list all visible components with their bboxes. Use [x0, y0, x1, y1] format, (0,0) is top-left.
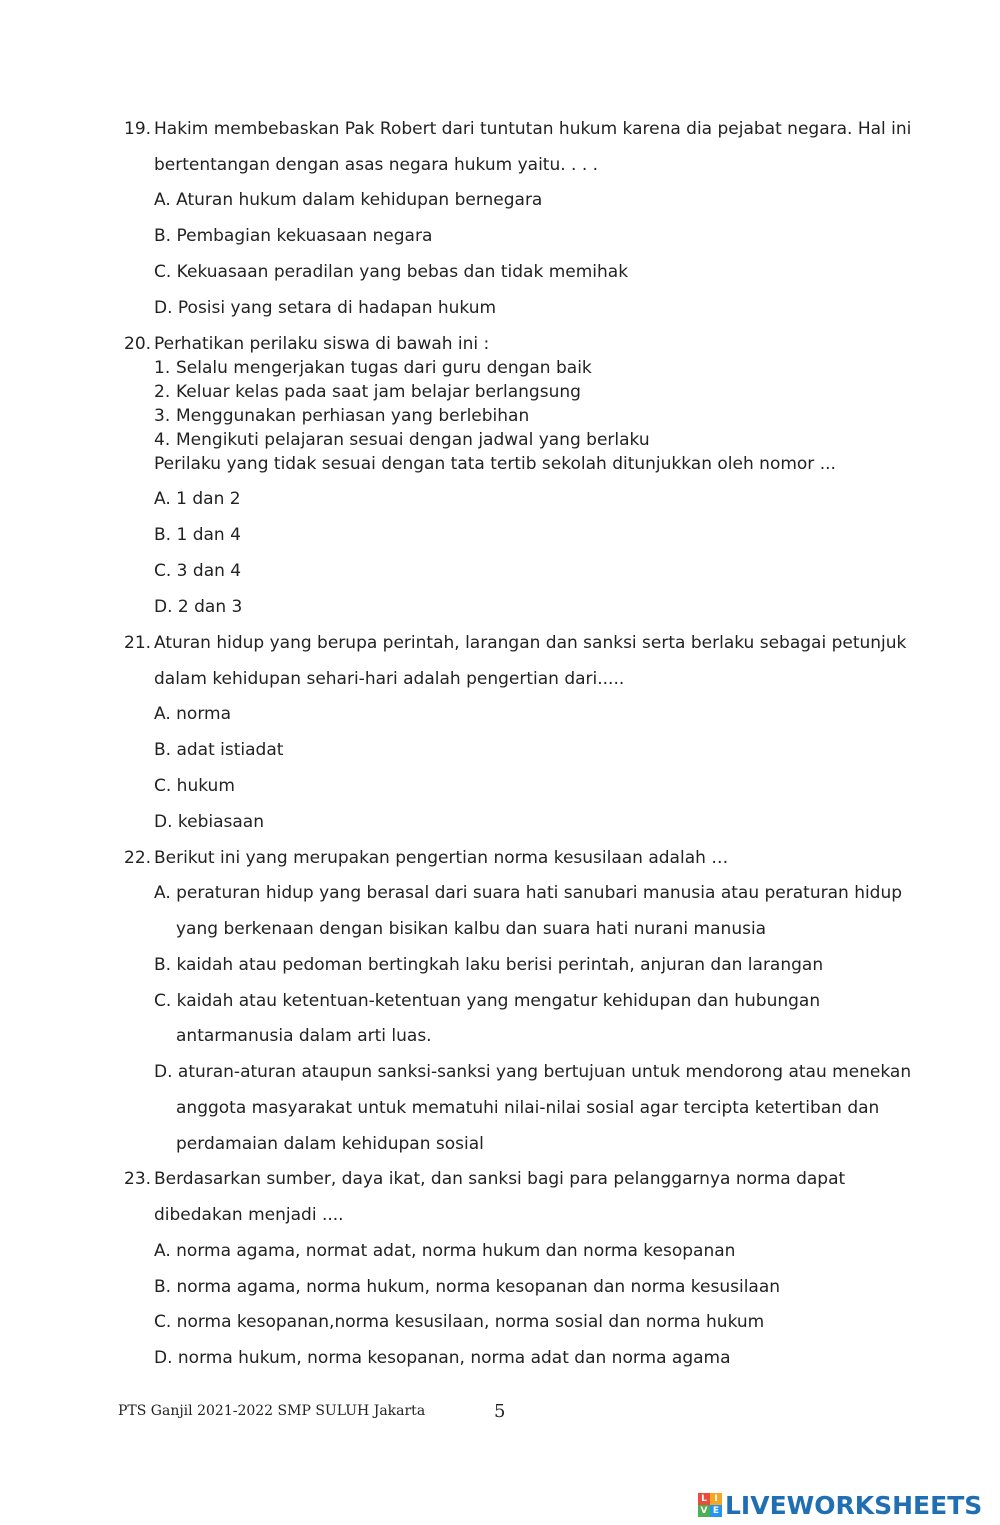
answer-option[interactable]: D. kebiasaan [154, 812, 264, 832]
answer-option[interactable]: C. hukum [154, 776, 235, 796]
answer-option[interactable]: B. Pembagian kekuasaan negara [154, 226, 433, 246]
question-stem-line: Berikut ini yang merupakan pengertian norma kesusilaan adalah … [154, 848, 729, 868]
answer-option[interactable]: B. 1 dan 4 [154, 525, 241, 545]
answer-option[interactable]: D. Posisi yang setara di hadapan hukum [154, 298, 497, 318]
footer-text: PTS Ganjil 2021-2022 SMP SULUH Jakarta [118, 1403, 426, 1419]
answer-option-continuation[interactable]: perdamaian dalam kehidupan sosial [176, 1134, 484, 1154]
answer-option-continuation[interactable]: antarmanusia dalam arti luas. [176, 1026, 432, 1046]
answer-option[interactable]: A. norma agama, normat adat, norma hukum dan norma kesopanan [154, 1241, 736, 1261]
page-number: 5 [494, 1401, 506, 1422]
statement-text: Mengikuti pelajaran sesuai dengan jadwal yang berlaku [176, 430, 650, 450]
answer-option[interactable]: D. aturan-aturan ataupun sanksi-sanksi yang bertujuan untuk mendorong atau menekan [154, 1062, 912, 1082]
question-stem-line: Hakim membebaskan Pak Robert dari tuntutan hukum karena dia pejabat negara. Hal ini [154, 119, 912, 139]
answer-option[interactable]: B. adat istiadat [154, 740, 284, 760]
statement-number: 2. [154, 382, 171, 402]
liveworksheets-icon [698, 1493, 722, 1517]
question-stem-line: Berdasarkan sumber, daya ikat, dan sanksi bagi para pelanggarnya norma dapat [154, 1169, 846, 1189]
statement-text: Selalu mengerjakan tugas dari guru dengan baik [176, 358, 592, 378]
question-stem-line: Perhatikan perilaku siswa di bawah ini : [154, 334, 490, 354]
question-number: 21. [124, 633, 152, 653]
answer-option[interactable]: A. norma [154, 704, 231, 724]
answer-option-continuation[interactable]: yang berkenaan dengan bisikan kalbu dan suara hati nurani manusia [176, 919, 767, 939]
statement-number: 1. [154, 358, 171, 378]
question-stem-line: Aturan hidup yang berupa perintah, larangan dan sanksi serta berlaku sebagai petunjuk [154, 633, 907, 653]
answer-option[interactable]: C. Kekuasaan peradilan yang bebas dan tidak memihak [154, 262, 629, 282]
logo-letter-v: V [698, 1505, 710, 1517]
statement-text: Keluar kelas pada saat jam belajar berlangsung [176, 382, 581, 402]
answer-option[interactable]: B. norma agama, norma hukum, norma kesopanan dan norma kesusilaan [154, 1277, 781, 1297]
logo-letter-e: E [710, 1505, 722, 1517]
answer-option[interactable]: A. peraturan hidup yang berasal dari suara hati sanubari manusia atau peraturan hidup [154, 883, 903, 903]
answer-option[interactable]: D. norma hukum, norma kesopanan, norma adat dan norma agama [154, 1348, 731, 1368]
question-stem-line: dalam kehidupan sehari-hari adalah pengertian dari..... [154, 669, 625, 689]
answer-option[interactable]: C. 3 dan 4 [154, 561, 242, 581]
logo-letter-l: L [698, 1493, 710, 1505]
question-number: 20. [124, 334, 152, 354]
question-number: 22. [124, 848, 152, 868]
answer-option[interactable]: C. norma kesopanan,norma kesusilaan, norma sosial dan norma hukum [154, 1312, 765, 1332]
question-prompt: Perilaku yang tidak sesuai dengan tata tertib sekolah ditunjukkan oleh nomor ... [154, 454, 836, 474]
question-number: 19. [124, 119, 152, 139]
question-stem-line: dibedakan menjadi .... [154, 1205, 344, 1225]
statement-text: Menggunakan perhiasan yang berlebihan [176, 406, 530, 426]
liveworksheets-logo [698, 1490, 982, 1520]
answer-option[interactable]: D. 2 dan 3 [154, 597, 243, 617]
question-number: 23. [124, 1169, 152, 1189]
answer-option[interactable]: A. 1 dan 2 [154, 489, 241, 509]
answer-option[interactable]: C. kaidah atau ketentuan-ketentuan yang mengatur kehidupan dan hubungan [154, 991, 821, 1011]
answer-option[interactable]: B. kaidah atau pedoman bertingkah laku berisi perintah, anjuran dan larangan [154, 955, 824, 975]
statement-number: 3. [154, 406, 171, 426]
answer-option-continuation[interactable]: anggota masyarakat untuk mematuhi nilai-nilai sosial agar tercipta ketertiban dan [176, 1098, 880, 1118]
logo-letter-i: I [710, 1493, 722, 1505]
statement-number: 4. [154, 430, 171, 450]
answer-option[interactable]: A. Aturan hukum dalam kehidupan bernegara [154, 190, 543, 210]
brand-name: LIVEWORKSHEETS [725, 1490, 983, 1520]
question-stem-line: bertentangan dengan asas negara hukum yaitu. . . . [154, 155, 599, 175]
